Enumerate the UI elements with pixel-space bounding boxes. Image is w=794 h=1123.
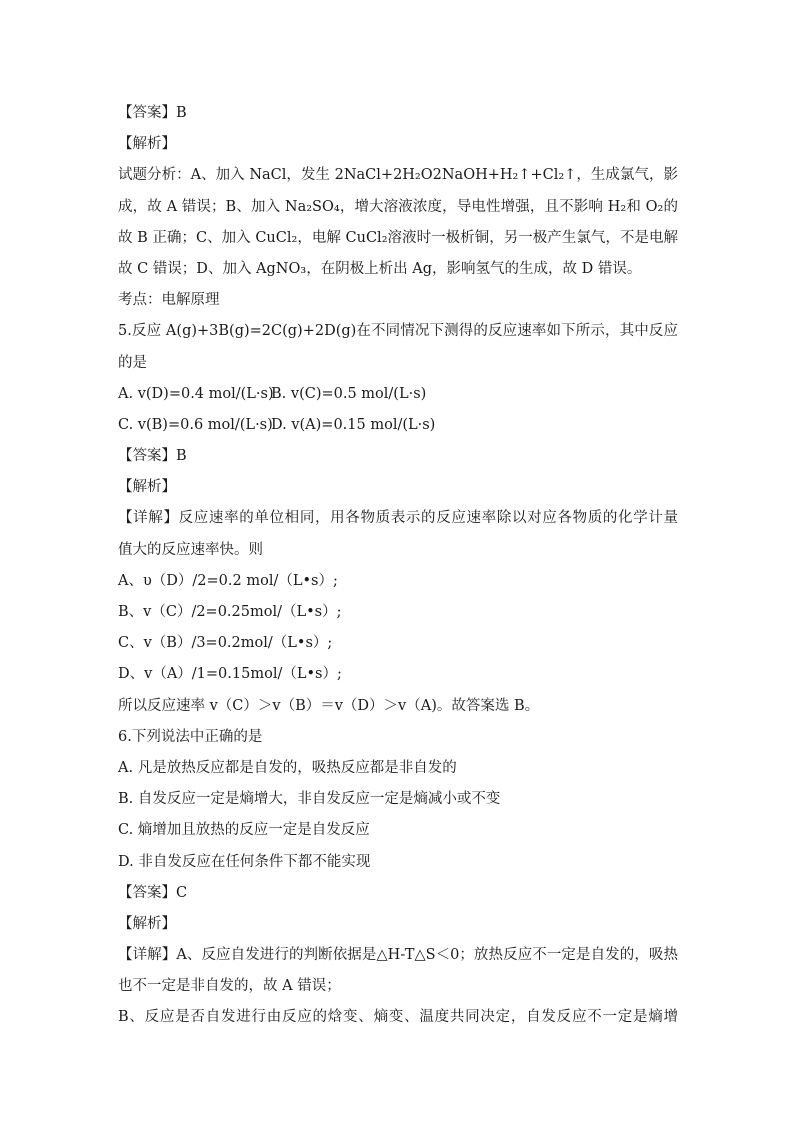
q6-stem: 6.下列说法中正确的是 — [118, 728, 263, 745]
document-page — [118, 98, 678, 1034]
q6-option-a: A. 凡是放热反应都是自发的，吸热反应都是非自发的 — [118, 759, 457, 776]
q6-detail-line-3: B、反应是否自发进行由反应的焓变、熵变、温度共同决定，自发反应不一定是熵增 — [118, 1009, 678, 1026]
q4-analysis-line-2: 成，故 A 错误；B、加入 Na₂SO₄，增大溶液浓度，导电性增强，且不影响 H₂和 O₂的 — [118, 198, 678, 215]
q4-analysis-label: 【解析】 — [118, 136, 176, 153]
q5-options-row-1 — [118, 379, 678, 410]
q6-analysis-label: 【解析】 — [118, 915, 176, 932]
q5-calc-c: C、v（B）/3=0.2mol/（L•s）; — [118, 635, 333, 652]
q6-option-d: D. 非自发反应在任何条件下都不能实现 — [118, 853, 371, 870]
q5-option-d: D. v(A)=0.15 mol/(L·s) — [271, 416, 436, 433]
q6-option-c: C. 熵增加且放热的反应一定是自发反应 — [118, 822, 370, 839]
q6-detail-line-2: 也不一定是非自发的，故 A 错误； — [118, 978, 341, 995]
q5-option-a: A. v(D)=0.4 mol/(L·s) — [118, 385, 274, 402]
q5-detail-line-2: 值大的反应速率快。则 — [118, 541, 263, 558]
q4-kaodian: 考点：电解原理 — [118, 292, 220, 309]
q4-analysis-line-4: 故 C 错误；D、加入 AgNO₃，在阴极上析出 Ag，影响氢气的生成，故 D 错误。 — [118, 260, 642, 277]
q5-calc-b: B、v（C）/2=0.25mol/（L•s）; — [118, 604, 342, 620]
q4-answer: 【答案】B — [118, 105, 187, 121]
q6-answer: 【答案】C — [118, 884, 188, 901]
q6-detail-line-1: 【详解】A、反应自发进行的判断依据是△H-T△S＜0；放热反应不一定是自发的，吸热 — [118, 947, 678, 964]
q5-option-b: B. v(C)=0.5 mol/(L·s) — [271, 385, 427, 402]
q4-analysis-line-3: 故 B 正确；C、加入 CuCl₂，电解 CuCl₂溶液时一极析铜，另一极产生氯气，不是电解 — [118, 229, 678, 246]
q5-detail-line-1: 【详解】反应速率的单位相同，用各物质表示的反应速率除以对应各物质的化学计量 — [118, 510, 678, 527]
q5-stem-line-2: 的是 — [118, 354, 147, 371]
q5-options-row-2 — [118, 410, 678, 441]
q5-conclusion: 所以反应速率 v（C）＞v（B）＝v（D）＞v（A)。故答案选 B。 — [118, 697, 540, 714]
q5-calc-d: D、v（A）/1=0.15mol/（L•s）; — [118, 666, 342, 683]
q4-analysis-line-1: 试题分析：A、加入 NaCl，发生 2NaCl+2H₂O2NaOH+H₂↑+Cl₂↑，生成氯气，影 — [118, 167, 678, 184]
q5-stem-line-1: 5.反应 A(g)+3B(g)=2C(g)+2D(g)在不同情况下测得的反应速率如下所示，其中反应 — [118, 323, 678, 340]
q5-analysis-label: 【解析】 — [118, 479, 176, 496]
q5-answer: 【答案】B — [118, 448, 187, 465]
q5-calc-a: A、υ（D）/2=0.2 mol/（L•s）; — [118, 572, 338, 589]
q5-option-c: C. v(B)=0.6 mol/(L·s) — [118, 416, 273, 433]
q6-option-b: B. 自发反应一定是熵增大，非自发反应一定是熵减小或不变 — [118, 791, 501, 808]
